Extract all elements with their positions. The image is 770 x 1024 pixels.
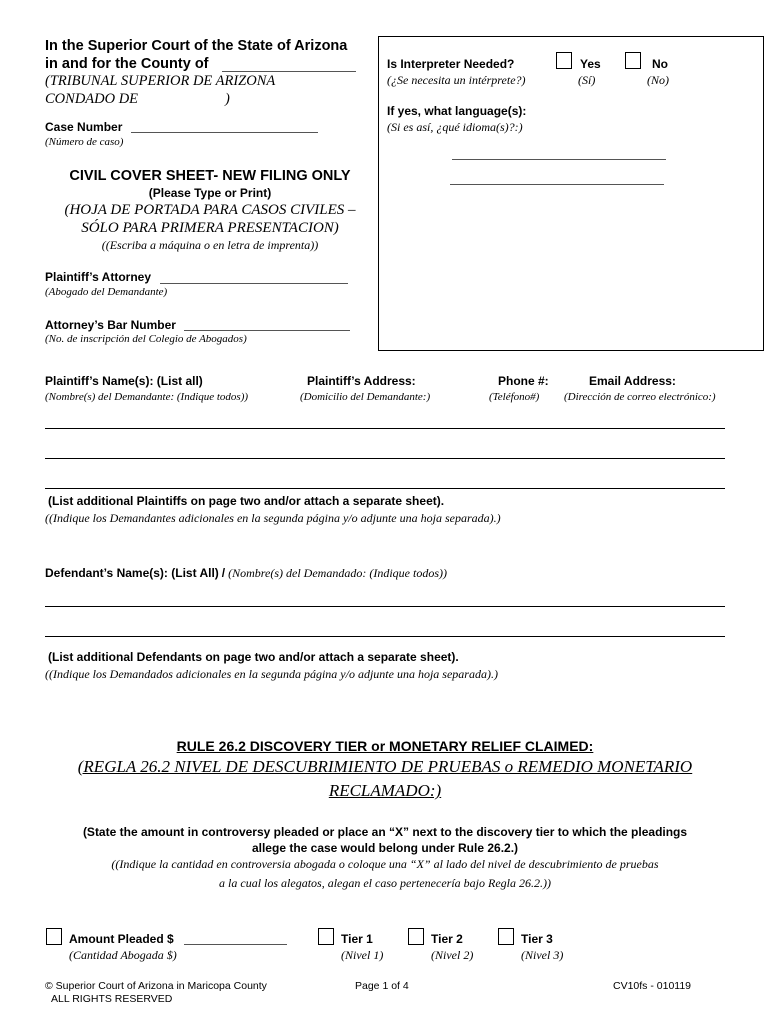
interpreter-yes-es: (Sí) [578, 73, 596, 87]
plaintiff-phone-label: Phone #: [498, 374, 549, 388]
case-number-label: Case Number [45, 120, 123, 134]
tier1-checkbox[interactable] [318, 928, 334, 945]
plaintiff-attorney-es: (Abogado del Demandante) [45, 286, 168, 298]
form-title-es-line1: (HOJA DE PORTADA PARA CASOS CIVILES – [64, 202, 356, 218]
language-label: If yes, what language(s): [387, 104, 527, 118]
rule-instructions-es-line2: a la cual los alegatos, alegan el caso pertenecería bajo Regla 26.2.)) [219, 876, 551, 890]
plaintiff-additional-note-es: ((Indique los Demandantes adicionales en la segunda página y/o adjunte una hoja separada).) [45, 511, 501, 525]
language-field-1[interactable] [452, 159, 666, 160]
court-heading-es-line1: (TRIBUNAL SUPERIOR DE ARIZONA [45, 73, 276, 89]
rule-heading: RULE 26.2 DISCOVERY TIER or MONETARY RELIEF CLAIMED: [176, 738, 594, 754]
form-title-sub: (Please Type or Print) [148, 186, 272, 200]
tier1-es: (Nivel 1) [341, 948, 384, 962]
footer-page-number: Page 1 of 4 [355, 980, 409, 992]
case-number-field[interactable] [131, 132, 318, 133]
plaintiff-attorney-field[interactable] [160, 283, 348, 284]
language-es: (Si es así, ¿qué idioma(s)?:) [387, 120, 523, 134]
defendant-additional-note: (List additional Defendants on page two and/or attach a separate sheet). [48, 650, 459, 664]
footer-form-code: CV10fs - 010119 [613, 980, 692, 992]
plaintiff-names-es: (Nombre(s) del Demandante: (Indique todos)) [45, 391, 249, 403]
tier2-es: (Nivel 2) [431, 948, 474, 962]
plaintiff-email-es: (Dirección de correo electrónico:) [564, 391, 716, 403]
tier2-checkbox[interactable] [408, 928, 424, 945]
court-heading-line1: In the Superior Court of the State of Arizona [45, 38, 348, 54]
plaintiff-additional-note: (List additional Plaintiffs on page two and/or attach a separate sheet). [48, 494, 445, 508]
court-heading-es-line2: CONDADO DE [45, 91, 139, 107]
tier1-label: Tier 1 [341, 932, 373, 946]
footer-copyright-line1: © Superior Court of Arizona in Maricopa County [45, 980, 267, 992]
interpreter-needed-es: (¿Se necesita un intérprete?) [387, 73, 526, 87]
plaintiff-entry-line-2[interactable] [45, 458, 725, 459]
plaintiff-address-label: Plaintiff’s Address: [307, 374, 416, 388]
form-title-es-sub: ((Escriba a máquina o en letra de imprenta)) [101, 238, 319, 252]
rule-instructions-line2: allege the case would belong under Rule 26.2.) [251, 841, 519, 855]
amount-pleaded-checkbox[interactable] [46, 928, 62, 945]
tier2-label: Tier 2 [431, 932, 463, 946]
amount-pleaded-label: Amount Pleaded $ [69, 932, 174, 946]
plaintiff-entry-line-1[interactable] [45, 428, 725, 429]
plaintiff-email-label: Email Address: [589, 374, 676, 388]
plaintiff-phone-es: (Teléfono#) [489, 391, 540, 403]
footer-copyright-line2: ALL RIGHTS RESERVED [51, 993, 173, 1005]
tier3-label: Tier 3 [521, 932, 553, 946]
plaintiff-names-label: Plaintiff’s Name(s): (List all) [45, 374, 203, 388]
defendant-entry-line-2[interactable] [45, 636, 725, 637]
court-heading-line2: in and for the County of [45, 56, 209, 72]
interpreter-needed-label: Is Interpreter Needed? [387, 57, 515, 71]
county-field[interactable] [222, 71, 356, 72]
interpreter-yes-label: Yes [580, 57, 601, 71]
case-number-es: (Número de caso) [45, 136, 124, 148]
defendant-names-label: Defendant’s Name(s): (List All) [45, 566, 219, 580]
interpreter-no-es: (No) [647, 73, 669, 87]
bar-number-es: (No. de inscripción del Colegio de Abogados) [45, 333, 247, 345]
tier3-es: (Nivel 3) [521, 948, 564, 962]
amount-pleaded-es: (Cantidad Abogada $) [69, 948, 177, 962]
amount-pleaded-field[interactable] [184, 944, 287, 945]
rule-heading-es-line1: (REGLA 26.2 NIVEL DE DESCUBRIMIENTO DE PRUEBAS o REMEDIO MONETARIO [77, 757, 693, 776]
rule-instructions-es-line1: ((Indique la cantidad en controversia abogada o coloque una “X” al lado del nivel de descubrimiento de pruebas [111, 857, 659, 871]
interpreter-yes-checkbox[interactable] [556, 52, 572, 69]
bar-number-field[interactable] [184, 330, 350, 331]
tier3-checkbox[interactable] [498, 928, 514, 945]
form-title-es-line2: SÓLO PARA PRIMERA PRESENTACION) [81, 220, 339, 236]
interpreter-no-checkbox[interactable] [625, 52, 641, 69]
language-field-2[interactable] [450, 184, 664, 185]
defendant-additional-note-es: ((Indique los Demandados adicionales en la segunda página y/o adjunte una hoja separada).) [45, 667, 498, 681]
defendant-names-es: (Nombre(s) del Demandado: (Indique todos)) [228, 566, 447, 580]
defendant-names-sep: / [221, 566, 226, 580]
plaintiff-entry-line-3[interactable] [45, 488, 725, 489]
rule-instructions-line1: (State the amount in controversy pleaded or place an “X” next to the discovery tier to which the pleadings [82, 825, 688, 839]
plaintiff-attorney-label: Plaintiff’s Attorney [45, 270, 152, 284]
court-heading-es-close: ) [225, 91, 230, 107]
defendant-names-heading [45, 566, 447, 581]
rule-heading-es-line2: RECLAMADO:) [328, 781, 442, 800]
interpreter-no-label: No [652, 57, 668, 71]
plaintiff-address-es: (Domicilio del Demandante:) [300, 391, 431, 403]
defendant-entry-line-1[interactable] [45, 606, 725, 607]
bar-number-label: Attorney’s Bar Number [45, 318, 176, 332]
form-title: CIVIL COVER SHEET- NEW FILING ONLY [69, 168, 351, 184]
